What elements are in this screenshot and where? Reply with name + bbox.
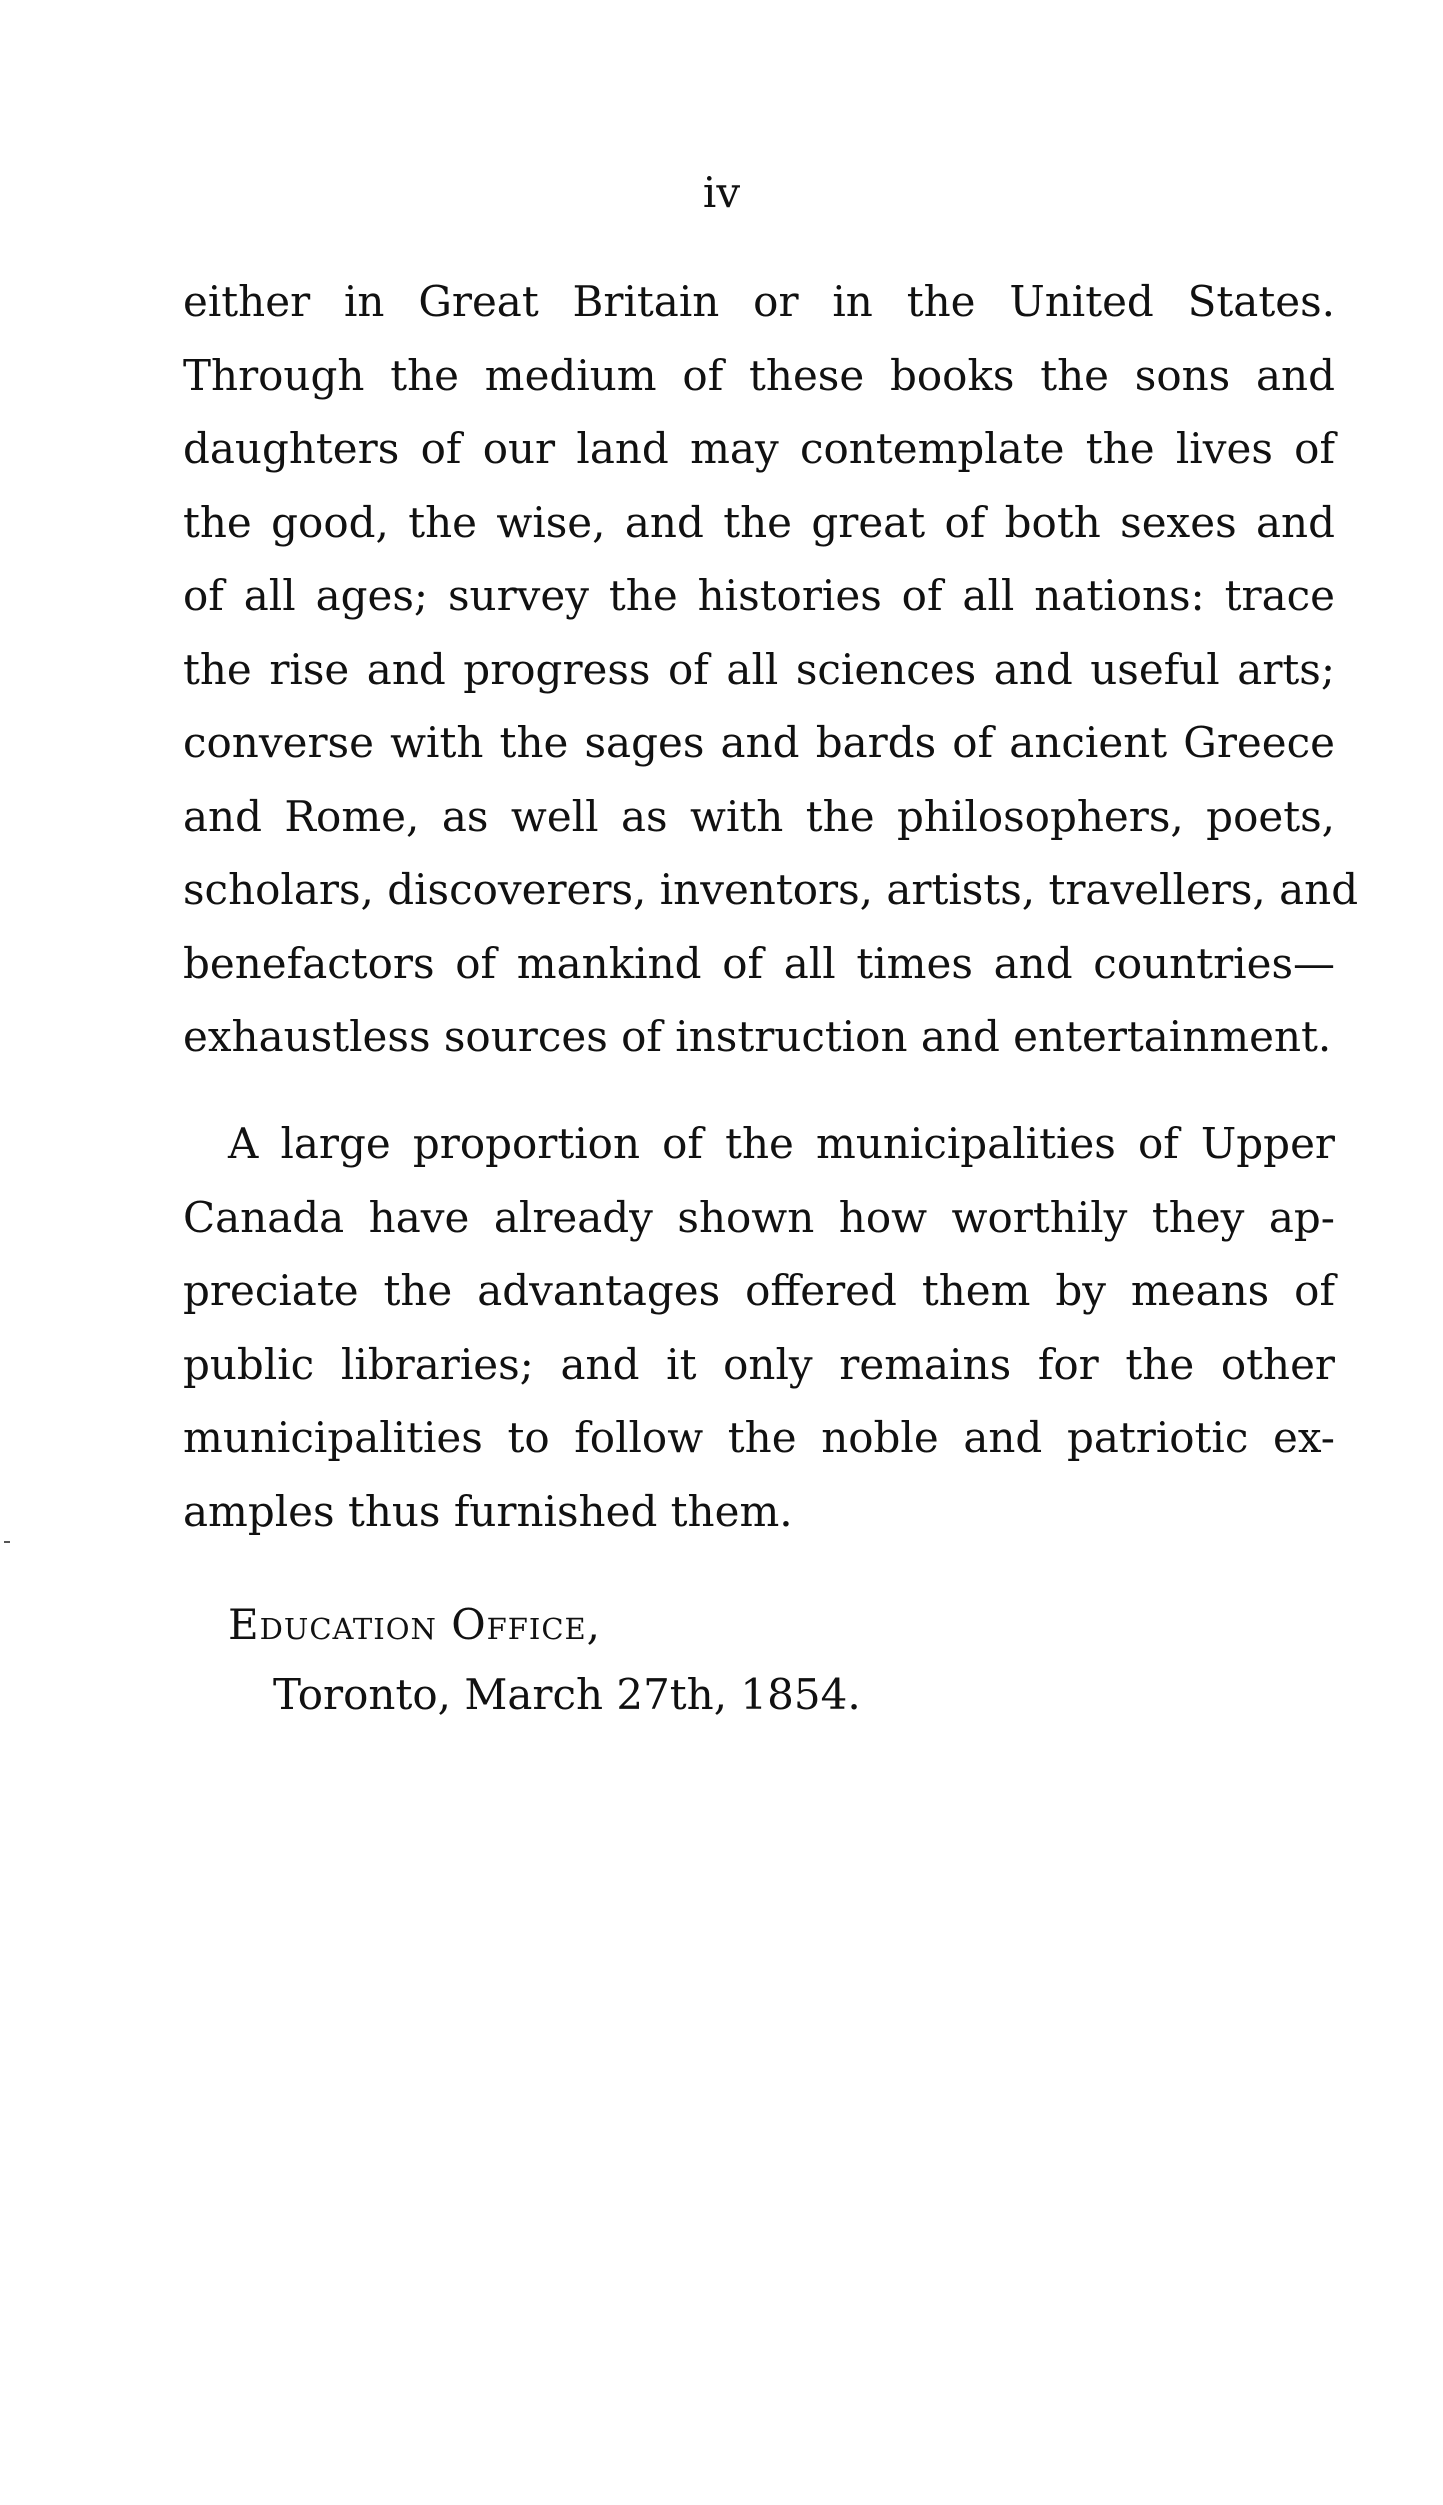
body-paragraph [183, 265, 1359, 1074]
text-line: preciate the advantages offered them by means of [183, 1266, 1335, 1315]
page-number: iv [702, 168, 741, 217]
signature-place-date: Toronto, March 27th, 1854. [273, 1670, 861, 1719]
text-line: daughters of our land may contemplate the lives of [183, 424, 1335, 473]
text-line: and Rome, as well as with the philosophers, poets, [183, 791, 1335, 841]
text-line: either in Great Britain or in the United States. [183, 277, 1335, 326]
signature-office: Education Office, [228, 1600, 602, 1649]
text-line: Through the medium of these books the sons and [183, 350, 1335, 400]
text-line: benefactors of mankind of all times and countries— [183, 938, 1335, 988]
body-paragraph [183, 1107, 1335, 1548]
text-line: Canada have already shown how worthily they ap- [183, 1192, 1335, 1242]
text-line: the good, the wise, and the great of both sexes and [183, 497, 1335, 547]
text-line: scholars, discoverers, inventors, artists, travellers, and [183, 865, 1359, 914]
text-line: A large proportion of the municipalities of Upper [228, 1119, 1335, 1168]
margin-mark [4, 1541, 10, 1543]
text-line: the rise and progress of all sciences and useful arts; [183, 644, 1335, 694]
text-line: of all ages; survey the histories of all nations: trace [183, 571, 1335, 620]
text-line: exhaustless sources of instruction and entertainment. [183, 1012, 1332, 1061]
text-line: municipalities to follow the noble and patriotic ex- [183, 1413, 1335, 1462]
text-line: amples thus furnished them. [183, 1486, 793, 1536]
signature-block [228, 1590, 861, 1730]
text-line: converse with the sages and bards of ancient Greece [183, 718, 1335, 767]
text-line: public libraries; and it only remains for the other [183, 1339, 1335, 1389]
